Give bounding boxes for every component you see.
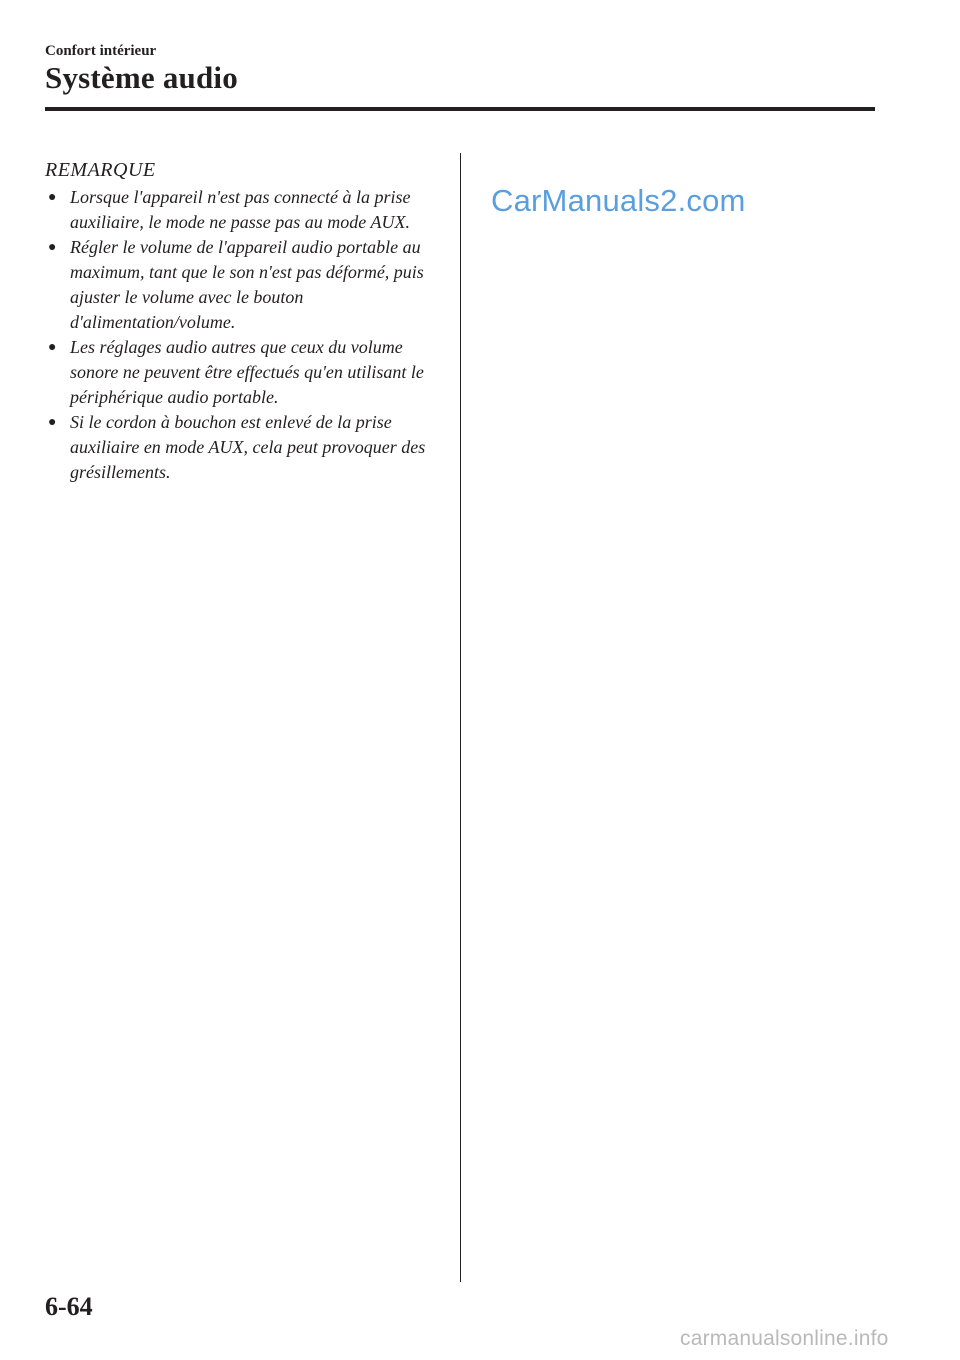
chapter-title: Système audio xyxy=(45,60,238,95)
bullet-icon: ● xyxy=(48,190,57,205)
section-label: Confort intérieur xyxy=(45,43,157,59)
note-item-text: Les réglages audio autres que ceux du volume sonore ne peuvent être effectués qu'en utilisant le périphérique audio portable. xyxy=(70,337,424,407)
note-item-text: Si le cordon à bouchon est enlevé de la prise auxiliaire en mode AUX, cela peut provoquer des grésillements. xyxy=(70,412,426,482)
bullet-icon: ● xyxy=(48,240,57,255)
note-heading: REMARQUE xyxy=(45,159,156,181)
column-divider xyxy=(460,153,461,1282)
note-item xyxy=(45,335,445,410)
header-rule xyxy=(45,107,875,111)
watermark-top: CarManuals2.com xyxy=(491,183,746,218)
note-list xyxy=(45,185,445,485)
note-item xyxy=(45,185,445,235)
note-item xyxy=(45,410,445,485)
bullet-icon: ● xyxy=(48,340,57,355)
note-item-text: Régler le volume de l'appareil audio portable au maximum, tant que le son n'est pas déformé, puis ajuster le volume avec le bouton d'alimentation/volume. xyxy=(70,237,424,332)
note-item-text: Lorsque l'appareil n'est pas connecté à la prise auxiliaire, le mode ne passe pas au mode AUX. xyxy=(70,187,411,232)
bullet-icon: ● xyxy=(48,415,57,430)
left-column xyxy=(45,157,445,485)
watermark-bottom: carmanualsonline.info xyxy=(680,1327,889,1350)
note-item xyxy=(45,235,445,335)
page-number: 6-64 xyxy=(45,1292,93,1321)
